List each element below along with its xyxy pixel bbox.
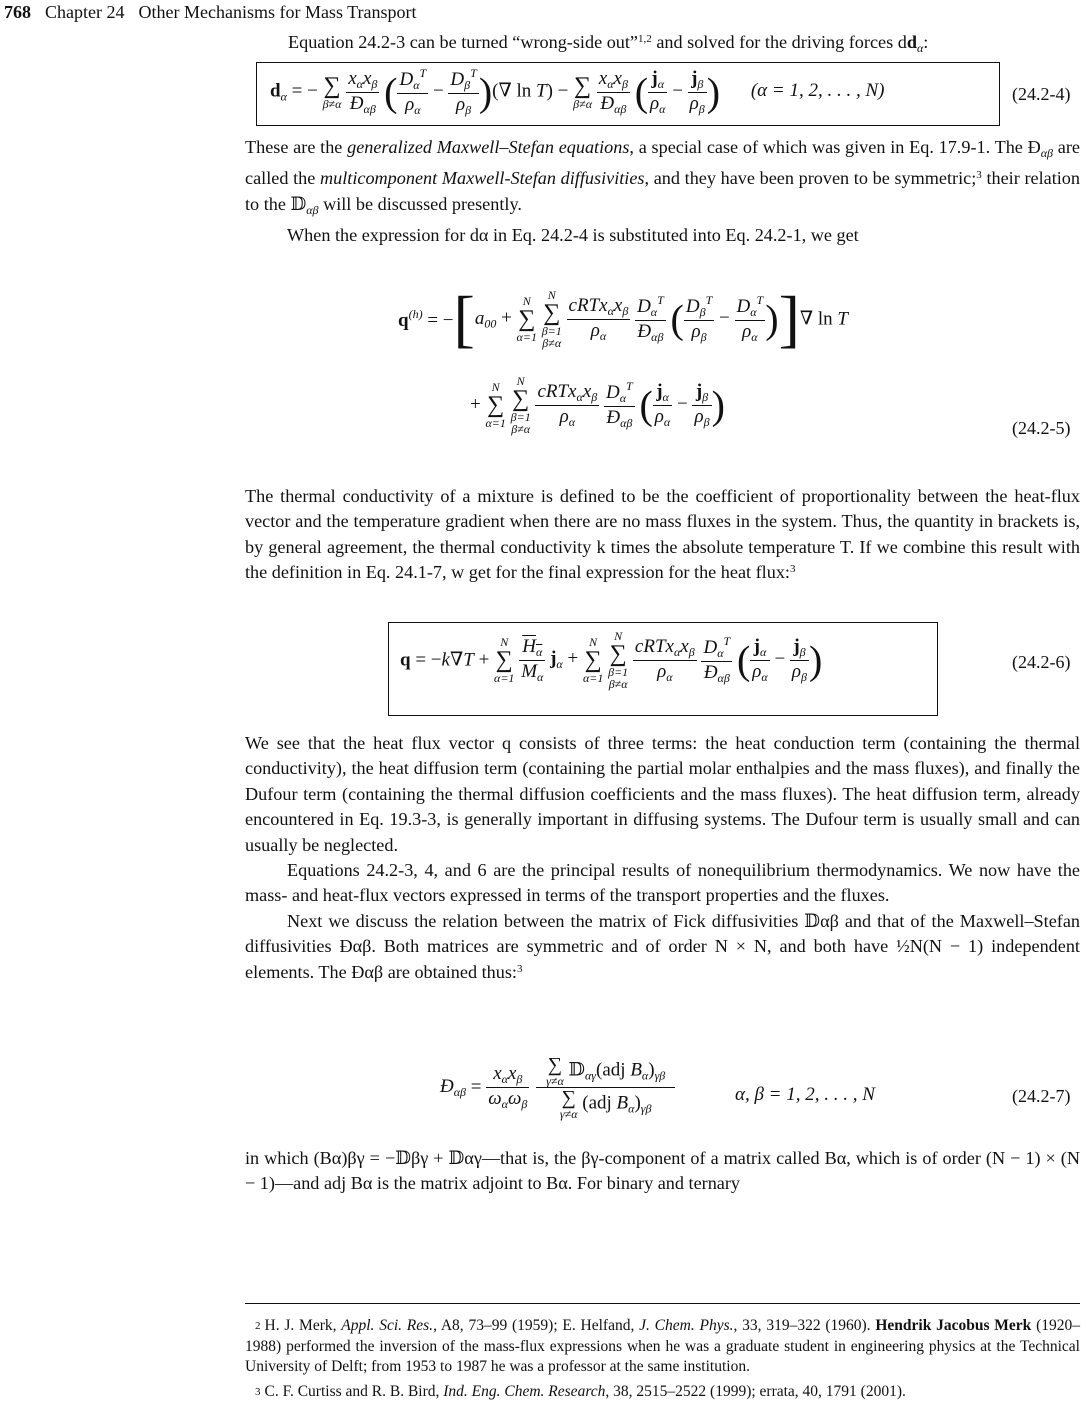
footnote-rule: [245, 1303, 1080, 1304]
eq-number-24-2-7: (24.2-7): [1012, 1086, 1071, 1106]
paragraph-adjoint: in which (Bα)βγ = −𝔻βγ + 𝔻αγ—that is, the βγ-component of a matrix called Bα, which is of order (N − 1) × (N − 1)—and adj Bα is the matrix adjoint to Bα. For binary and ternary: [245, 1148, 1080, 1194]
running-header: [4, 2, 416, 23]
intro-paragraph: Equation 24.2-3 can be turned “wrong-side out”$^{1,2}$ and solved for the driving forces $dd_\alpha$:: [288, 32, 929, 55]
eq-number-24-2-6: (24.2-6): [1012, 652, 1071, 672]
paragraph-thermal-conductivity: The thermal conductivity of a mixture is defined to be the coefficient of proportionality between the heat-flux vector and the temperature gradient when there are no mass fluxes in the system. Thus, the quantity in brackets is, by general agreement, the thermal conductivity k times the absolute temperature T. If we combine this result with the definition in Eq. 24.1-7, w get for the final expression for the heat flux:$^3$: [245, 486, 1080, 583]
equation-24-2-5-line2: + N ∑ α=1 N ∑ β=1 β≠α $\frac{cRTx_\alpha x_\beta}{\rho_\alpha}$ $\frac{D_\alpha^T}{Đ_{\alpha\beta}}$ ( $\frac{j_\alpha}{\rho_\alpha}$ − $\frac{j_\beta}{\rho_\beta}$ ): [470, 374, 725, 436]
eq4-range: (α = 1, 2, . . . , N): [750, 80, 885, 102]
chapter-label: Chapter 24: [45, 2, 125, 22]
footnote-3: $^3$ C. F. Curtiss and R. B. Bird, Ind. Eng. Chem. Research, 38, 2515–2522 (1999); errata, 40, 1791 (2001).: [255, 1383, 906, 1400]
page-number: 768: [4, 2, 31, 22]
eq-number-24-2-5: (24.2-5): [1012, 418, 1071, 438]
chapter-title: Other Mechanisms for Mass Transport: [138, 2, 417, 22]
paragraph-heat-flux-terms: We see that the heat flux vector q consists of three terms: the heat conduction term (containing the thermal conductivity), the heat diffusion term (containing the partial molar enthalpies and the mass fluxes), and finally the Dufour term (containing the thermal diffusion coefficients and the mass fluxes). The heat diffusion term, already encountered in Eq. 19.3-3, is generally important in diffusing systems. The Dufour term is usually small and can usually be neglected. Equations 24.2-3, 4, and 6 are the principal results of nonequilibrium thermodynamics. We now have the mass- and heat-flux vectors expressed in terms of the transport properties and the fluxes. Next we discuss the relation between the matrix of Fick diffusivities 𝔻αβ and that of the Maxwell–Stefan diffusivities Đαβ. Both matrices are symmetric and of order N × N, and both have ½N(N − 1) independent elements. The Đαβ are obtained thus:$^3$: [245, 733, 1080, 982]
equation-24-2-7: $Đ_{\alpha\beta}$ = $\frac{x_\alpha x_\beta}{\omega_\alpha\omega_\beta}$ ∑ γ≠α 𝔻$_{\alpha\gamma}$(adj $B_\alpha)_{\gamma\beta}$ ∑ γ≠α (adj $B_\alpha)_{\gamma\beta}$: [440, 1055, 675, 1120]
paragraph-maxwell-stefan: These are the generalized Maxwell–Stefan equations, a special case of which was given in Eq. 17.9-1. The $Đ_{\alpha\beta}$ are called the multicomponent Maxwell-Stefan diffusivities, and they have been proven to be symmetric;$^3$ their relation to the 𝔻$_{\alpha\beta}$ will be discussed presently. When the expression for dα in Eq. 24.2-4 is substituted into Eq. 24.2-1, we get: [245, 137, 1080, 246]
equation-24-2-4: $d_\alpha$ = − ∑ β≠α $\frac{x_\alpha x_\beta}{Đ_{\alpha\beta}}$ ( $\frac{D_\alpha^T}{\rho_\alpha}$ − $\frac{D_\beta^T}{\rho_\beta}$ )(∇ ln T) − ∑ β≠α $\frac{x_\alpha x_\beta}{Đ_{\alpha\beta}}$ ( $\frac{j_\alpha}{\rho_\alpha}$ − $\frac{j_\beta}{\rho_\beta}$ ) (α = 1, 2, . . . , N): [270, 66, 885, 117]
equation-24-2-5-line1: $q^{(h)} = -[a_{00}$ + N ∑ α=1 N ∑ β=1 β≠α $\frac{cRTx_\alpha x_\beta}{\rho_\alpha}$ $\frac{D_\alpha^T}{Đ_{\alpha\beta}}$ ( $\frac{D_\beta^T}{\rho_\beta}$ − $\frac{D_\alpha^T}{\rho_\alpha}$ )]∇ ln T: [398, 283, 848, 354]
eq-number-24-2-4: (24.2-4): [1012, 84, 1071, 104]
equation-24-2-6: q = −k∇T + N ∑ α=1 $\frac{H_\alpha}{M_\alpha}$ $j_\alpha$ + N ∑ α=1 N ∑ β=1 β≠α $\frac{cRTx_\alpha x_\beta}{\rho_\alpha}$ $\frac{D_\alpha^T}{Đ_{\alpha\beta}}$ ( $\frac{j_\alpha}{\rho_\alpha}$ − $\frac{j_\beta}{\rho_\beta}$ ): [400, 629, 823, 691]
eq7-range: α, β = 1, 2, . . . , N: [735, 1084, 875, 1105]
footnote-2: $^2$ H. J. Merk, Appl. Sci. Res., A8, 73–99 (1959); E. Helfand, J. Chem. Phys., 33, 319–322 (1960). Hendrik Jacobus Merk (1920–1988) performed the inversion of the mass-flux expressions when he was a graduate student in engineering physics at the Technical University of Delft; from 1953 to 1987 he was a professor at the same institution.: [245, 1317, 1081, 1376]
